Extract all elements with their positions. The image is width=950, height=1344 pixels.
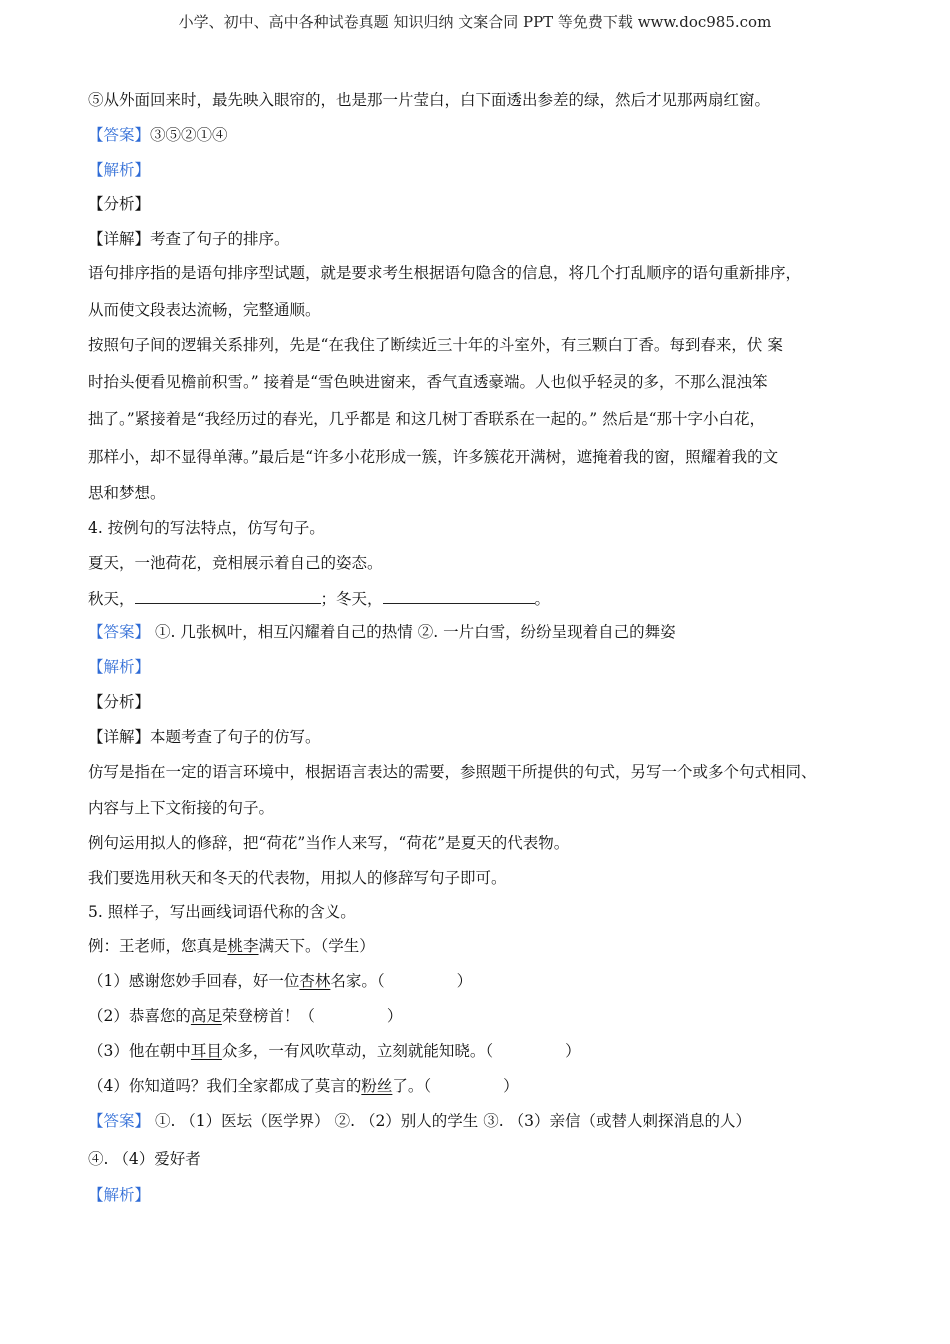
answer-tag: 【答案】	[88, 623, 151, 641]
q4-example: 夏天，一池荷花，竞相展示着自己的姿态。	[88, 554, 383, 572]
q3-paragraph-1-line-1: 语句排序指的是语句排序型试题，就是要求考生根据语句隐含的信息，将几个打乱顺序的语句重新排序，	[88, 264, 802, 282]
q3-paragraph-1-line-2: 从而使文段表达流畅，完整通顺。	[88, 301, 321, 319]
q5-item-1-text-b: 名家。（	[330, 972, 385, 990]
q5-item-4-text-a: （4）你知道吗？我们全家都成了莫言的	[88, 1077, 362, 1095]
q5-item-3-close: ）	[565, 1042, 581, 1060]
xiangjie-tag: 【详解】	[88, 230, 151, 248]
q5-answer-line-2: ④. （4）爱好者	[88, 1150, 201, 1168]
q4-autumn-blank[interactable]	[135, 587, 321, 604]
q3-paragraph-2-line-1: 按照句子间的逻辑关系排列，先是“在我住了断续近三十年的斗室外，有三颗白丁香。每到春来，伏 案	[88, 336, 783, 354]
q4-fill-line	[88, 587, 550, 610]
q3-fenxi-tag: 【分析】	[88, 195, 151, 213]
q3-item-5: ⑤从外面回来时，最先映入眼帘的，也是那一片莹白，白下面透出参差的绿，然后才见那两扇红窗。	[88, 91, 771, 109]
q5-title: 5. 照样子，写出画线词语代称的含义。	[88, 903, 356, 921]
q5-item-3-underlined: 耳目	[190, 1042, 222, 1060]
q4-winter-blank[interactable]	[383, 587, 535, 604]
answer-text: ①. 几张枫叶，相互闪耀着自己的热情 ②. 一片白雪，纷纷呈现着自己的舞姿	[150, 623, 676, 641]
q3-xiangjie	[88, 228, 290, 250]
q5-item-1-close: ）	[456, 972, 473, 990]
q4-paragraph-2: 例句运用拟人的修辞，把“荷花”当作人来写，“荷花”是夏天的代表物。	[88, 834, 570, 852]
q3-jiexi-tag: 【解析】	[88, 161, 151, 179]
q4-end-mark: 。	[534, 590, 551, 608]
answer-text: ③⑤②①④	[150, 126, 228, 144]
q5-item-1	[88, 970, 472, 992]
q4-fenxi-tag: 【分析】	[88, 693, 151, 711]
answer-tag: 【答案】	[88, 1112, 151, 1130]
q5-item-4-text-b: 了。（	[392, 1077, 432, 1095]
xiangjie-tag: 【详解】	[88, 728, 151, 746]
q5-item-2	[88, 1005, 402, 1027]
q5-example	[88, 935, 375, 957]
q4-paragraph-1-line-1: 仿写是指在一定的语言环境中，根据语言表达的需要，参照题干所提供的句式，另写一个或多个句式相同、	[88, 763, 817, 781]
q5-example-text-a: 例：王老师，您真是	[88, 937, 228, 955]
q4-xiangjie	[88, 726, 321, 748]
answer-tag: 【答案】	[88, 126, 151, 144]
q3-paragraph-2-line-3: 拙了。”紧接着是“我经历过的春光，几乎都是 和这几树丁香联系在一起的。” 然后是“那十字小白花，	[88, 410, 766, 428]
q4-paragraph-1-line-2: 内容与上下文衔接的句子。	[88, 799, 275, 817]
q5-item-3-text-b: 众多，一有风吹草动，立刻就能知晓。（	[221, 1042, 494, 1060]
q5-example-underlined: 桃李	[227, 937, 259, 955]
q5-item-2-underlined: 高足	[190, 1007, 222, 1025]
q4-winter-label: ；冬天，	[320, 590, 383, 608]
q4-paragraph-3: 我们要选用秋天和冬天的代表物，用拟人的修辞写句子即可。	[88, 869, 507, 887]
xiangjie-text: 本题考查了句子的仿写。	[150, 728, 321, 746]
q5-item-1-underlined: 杏林	[299, 972, 331, 990]
xiangjie-text: 考查了句子的排序。	[150, 230, 290, 248]
q5-item-2-text-b: 荣登榜首！（	[221, 1007, 315, 1025]
q5-answer-line-1	[88, 1110, 751, 1132]
q4-autumn-label: 秋天，	[88, 590, 135, 608]
q5-item-4-underlined: 粉丝	[361, 1077, 393, 1095]
page-header: 小学、初中、高中各种试卷真题 知识归纳 文案合同 PPT 等免费下载 www.doc985.com	[178, 13, 772, 31]
q5-item-3-text-a: （3）他在朝中	[88, 1042, 191, 1060]
q5-jiexi-tag: 【解析】	[88, 1186, 151, 1204]
q4-answer	[88, 621, 676, 643]
q5-item-4	[88, 1075, 519, 1097]
q5-item-2-close: ）	[386, 1007, 403, 1025]
q3-paragraph-2-line-4: 那样小，却不显得单薄。”最后是“许多小花形成一簇，许多簇花开满树，遮掩着我的窗，照耀着我的文	[88, 448, 779, 466]
q5-example-text-b: 满天下。（学生）	[258, 937, 375, 955]
q3-paragraph-2-line-5: 思和梦想。	[88, 484, 166, 502]
answer-text: ①. （1）医坛（医学界） ②. （2）别人的学生 ③. （3）亲信（或替人刺探消息的人）	[150, 1112, 751, 1130]
q3-answer	[88, 124, 228, 146]
q5-item-3	[88, 1040, 581, 1062]
q5-item-2-text-a: （2）恭喜您的	[88, 1007, 191, 1025]
q5-item-4-close: ）	[503, 1077, 519, 1095]
q5-item-1-text-a: （1）感谢您妙手回春，好一位	[88, 972, 300, 990]
q4-jiexi-tag: 【解析】	[88, 658, 151, 676]
q3-paragraph-2-line-2: 时抬头便看见檐前积雪。” 接着是“雪色映进窗来，香气直透豪端。人也似乎轻灵的多，不那么混浊笨	[88, 373, 768, 391]
q4-title: 4. 按例句的写法特点，仿写句子。	[88, 519, 325, 537]
